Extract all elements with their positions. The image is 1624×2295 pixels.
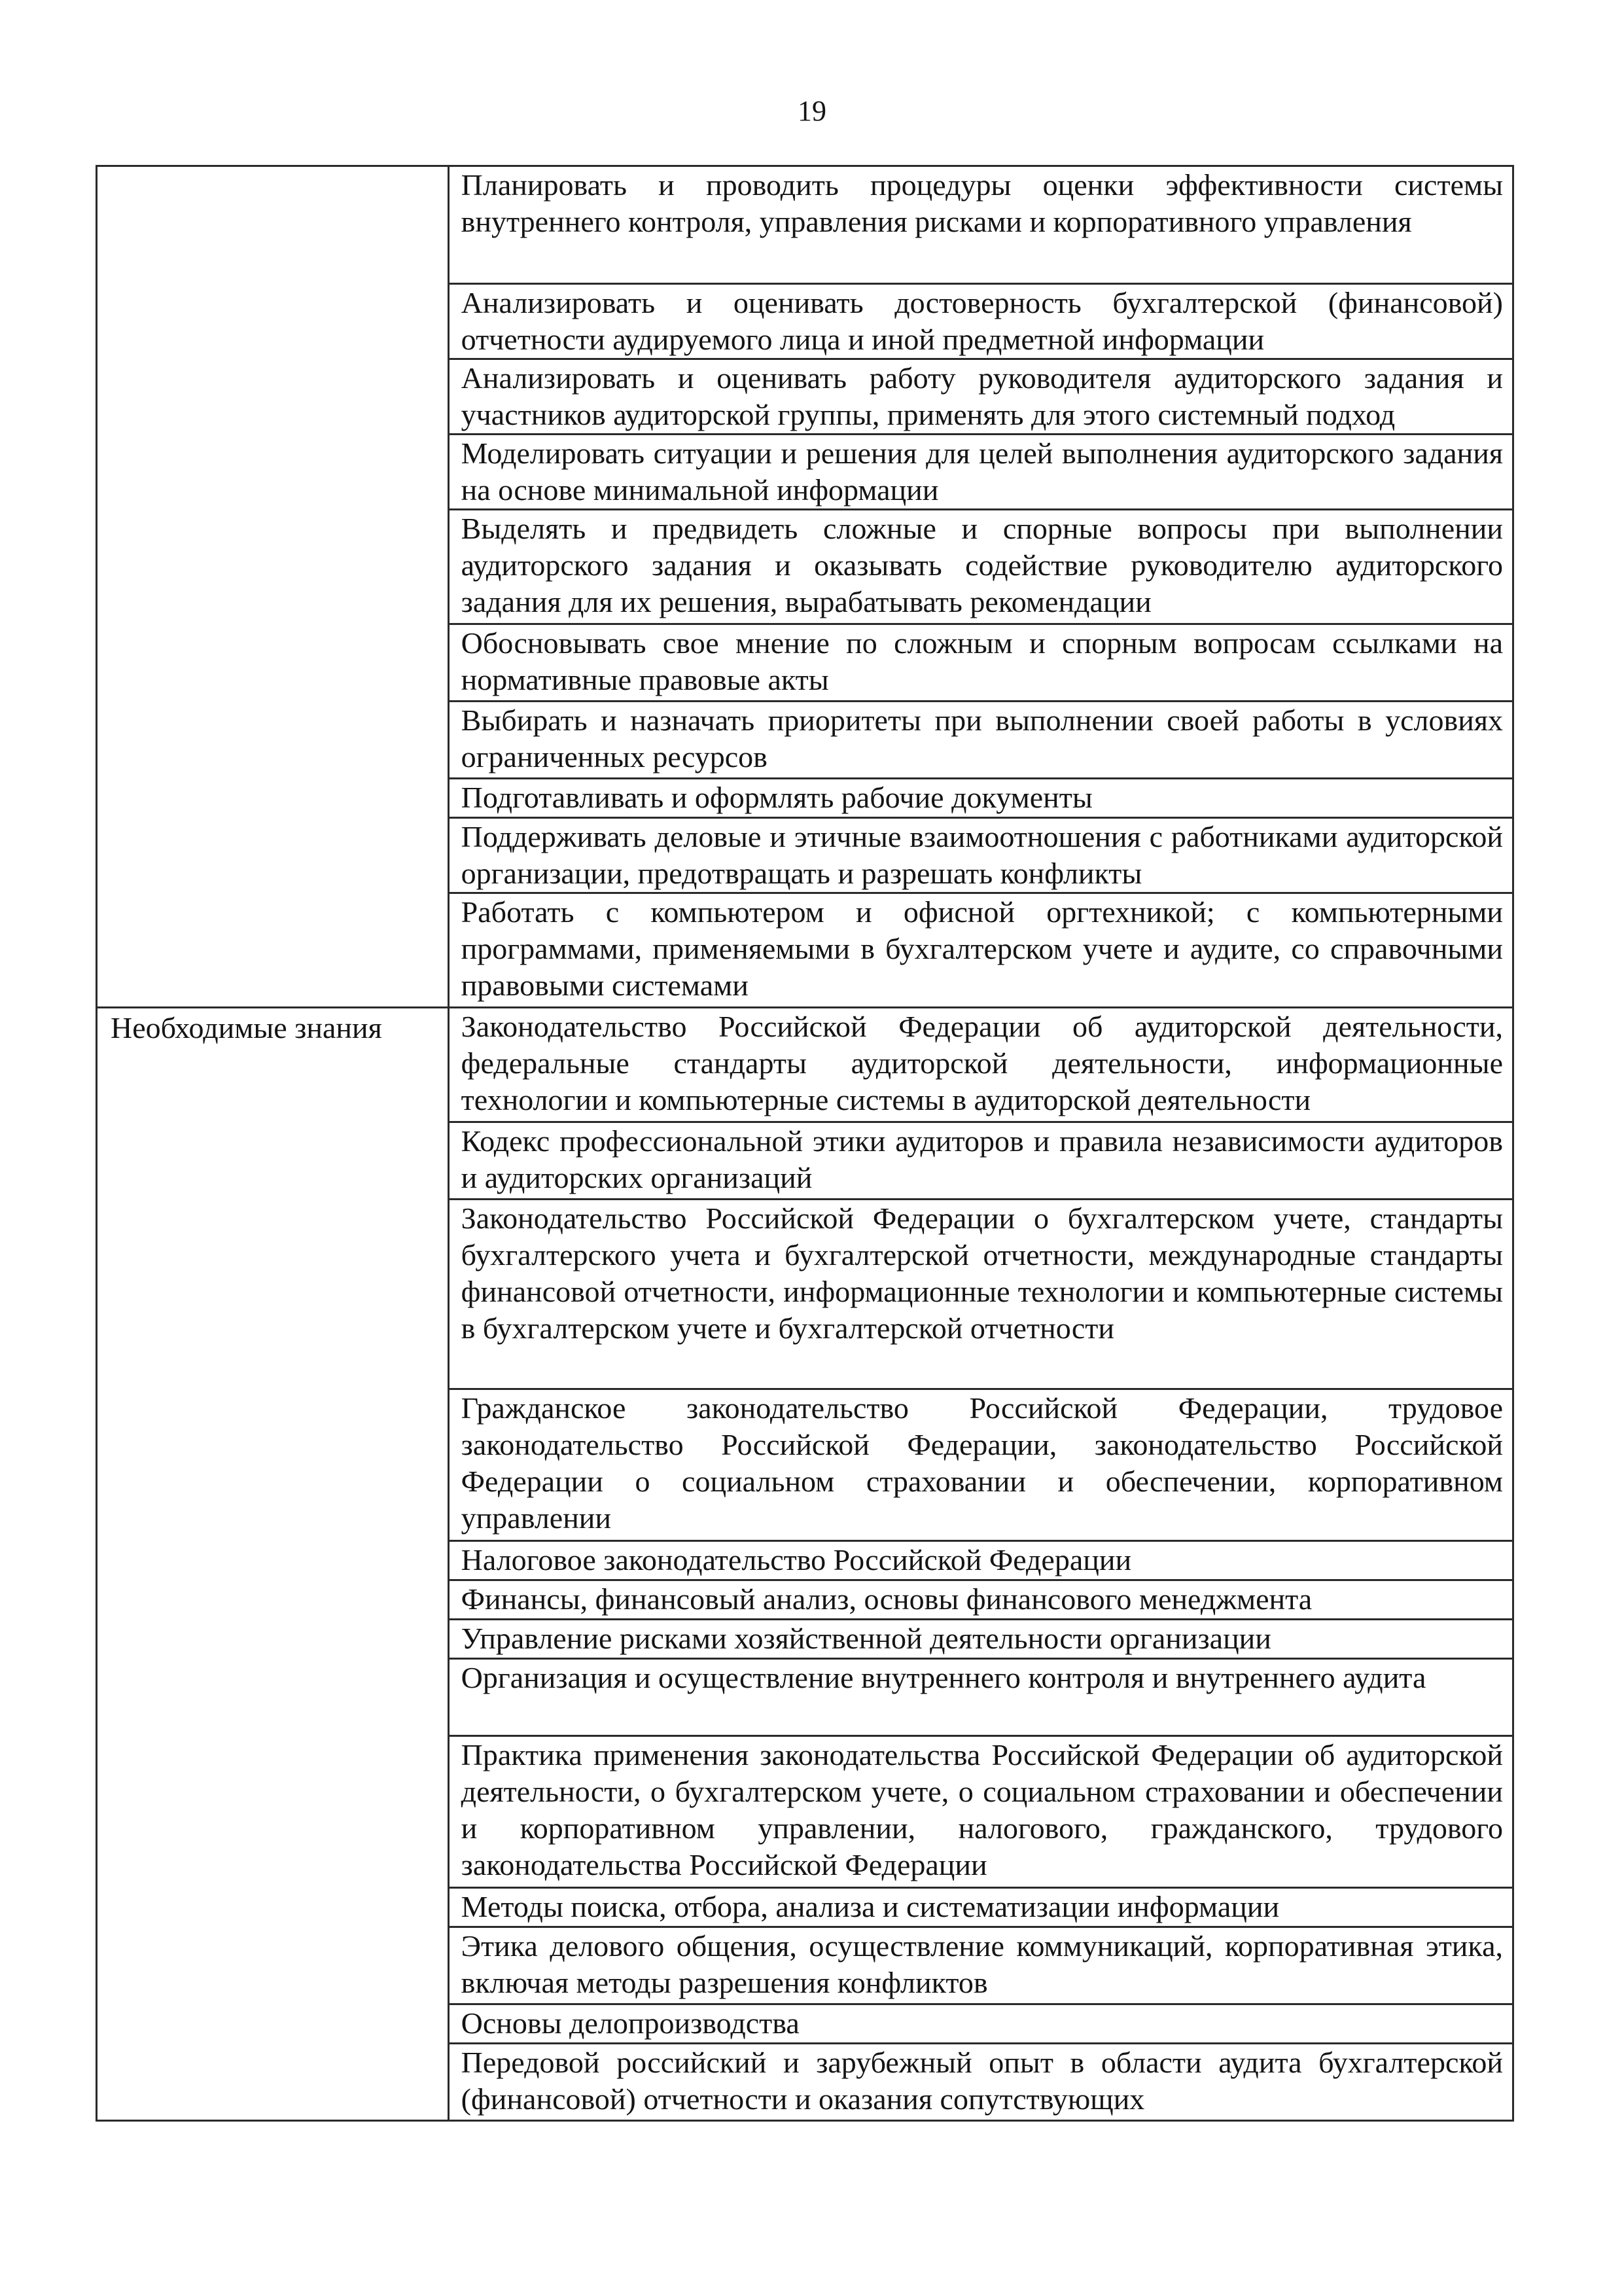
knowledge-item: Основы делопроизводства (448, 2004, 1513, 2044)
knowledge-item: Гражданское законодательство Российской Федерации, трудовое законодательство Российской Федерации, законодательство Российской Федерации о социальном страховании и обеспечении, корпоративном управлении (448, 1389, 1513, 1541)
page-number: 19 (798, 95, 826, 127)
knowledge-item: Управление рисками хозяйственной деятельности организации (448, 1620, 1513, 1659)
skills-label-cell (97, 166, 449, 1008)
knowledge-item: Практика применения законодательства Российской Федерации об аудиторской деятельности, о бухгалтерском учете, о социальном страховании и обеспечении и корпоративном управлении, налогового, гражданского, трудового законодательства Российской Федерации (448, 1736, 1513, 1888)
competency-table (96, 165, 1514, 2122)
knowledge-item: Кодекс профессиональной этики аудиторов и правила независимости аудиторов и аудиторских организаций (448, 1122, 1513, 1200)
knowledge-label: Необходимые знания (111, 1011, 382, 1044)
skill-item: Обосновывать свое мнение по сложным и спорным вопросам ссылками на нормативные правовые акты (448, 624, 1513, 702)
skill-item: Анализировать и оценивать работу руководителя аудиторского задания и участников аудиторской группы, применять для этого системный подход (448, 359, 1513, 435)
knowledge-item: Методы поиска, отбора, анализа и систематизации информации (448, 1888, 1513, 1927)
knowledge-item: Законодательство Российской Федерации о бухгалтерском учете, стандарты бухгалтерского учета и бухгалтерской отчетности, международные стандарты финансовой отчетности, информационные технологии и компьютерные системы в бухгалтерском учете и бухгалтерской отчетности (448, 1200, 1513, 1389)
knowledge-item: Финансы, финансовый анализ, основы финансового менеджмента (448, 1580, 1513, 1620)
skill-item: Анализировать и оценивать достоверность бухгалтерской (финансовой) отчетности аудируемого лица и иной предметной информации (448, 284, 1513, 359)
knowledge-item: Налоговое законодательство Российской Федерации (448, 1541, 1513, 1580)
skill-item: Моделировать ситуации и решения для целей выполнения аудиторского задания на основе минимальной информации (448, 435, 1513, 510)
table-row (97, 1008, 1513, 1122)
table-row (97, 166, 1513, 284)
skill-item: Работать с компьютером и офисной оргтехникой; с компьютерными программами, применяемыми в бухгалтерском учете и аудите, со справочными правовыми системами (448, 893, 1513, 1008)
knowledge-label-cell (97, 1008, 449, 2121)
skill-item: Планировать и проводить процедуры оценки эффективности системы внутреннего контроля, управления рисками и корпоративного управления (448, 166, 1513, 284)
skill-item: Выделять и предвидеть сложные и спорные вопросы при выполнении аудиторского задания и оказывать содействие руководителю аудиторского задания для их решения, вырабатывать рекомендации (448, 510, 1513, 624)
skill-item: Подготавливать и оформлять рабочие документы (448, 779, 1513, 818)
knowledge-item: Этика делового общения, осуществление коммуникаций, корпоративная этика, включая методы разрешения конфликтов (448, 1927, 1513, 2004)
knowledge-item: Законодательство Российской Федерации об аудиторской деятельности, федеральные стандарты аудиторской деятельности, информационные технологии и компьютерные системы в аудиторской деятельности (448, 1008, 1513, 1122)
knowledge-item: Организация и осуществление внутреннего контроля и внутреннего аудита (448, 1659, 1513, 1736)
skill-item: Выбирать и назначать приоритеты при выполнении своей работы в условиях ограниченных ресурсов (448, 702, 1513, 779)
knowledge-item: Передовой российский и зарубежный опыт в области аудита бухгалтерской (финансовой) отчетности и оказания сопутствующих (448, 2044, 1513, 2121)
skill-item: Поддерживать деловые и этичные взаимоотношения с работниками аудиторской организации, предотвращать и разрешать конфликты (448, 818, 1513, 893)
